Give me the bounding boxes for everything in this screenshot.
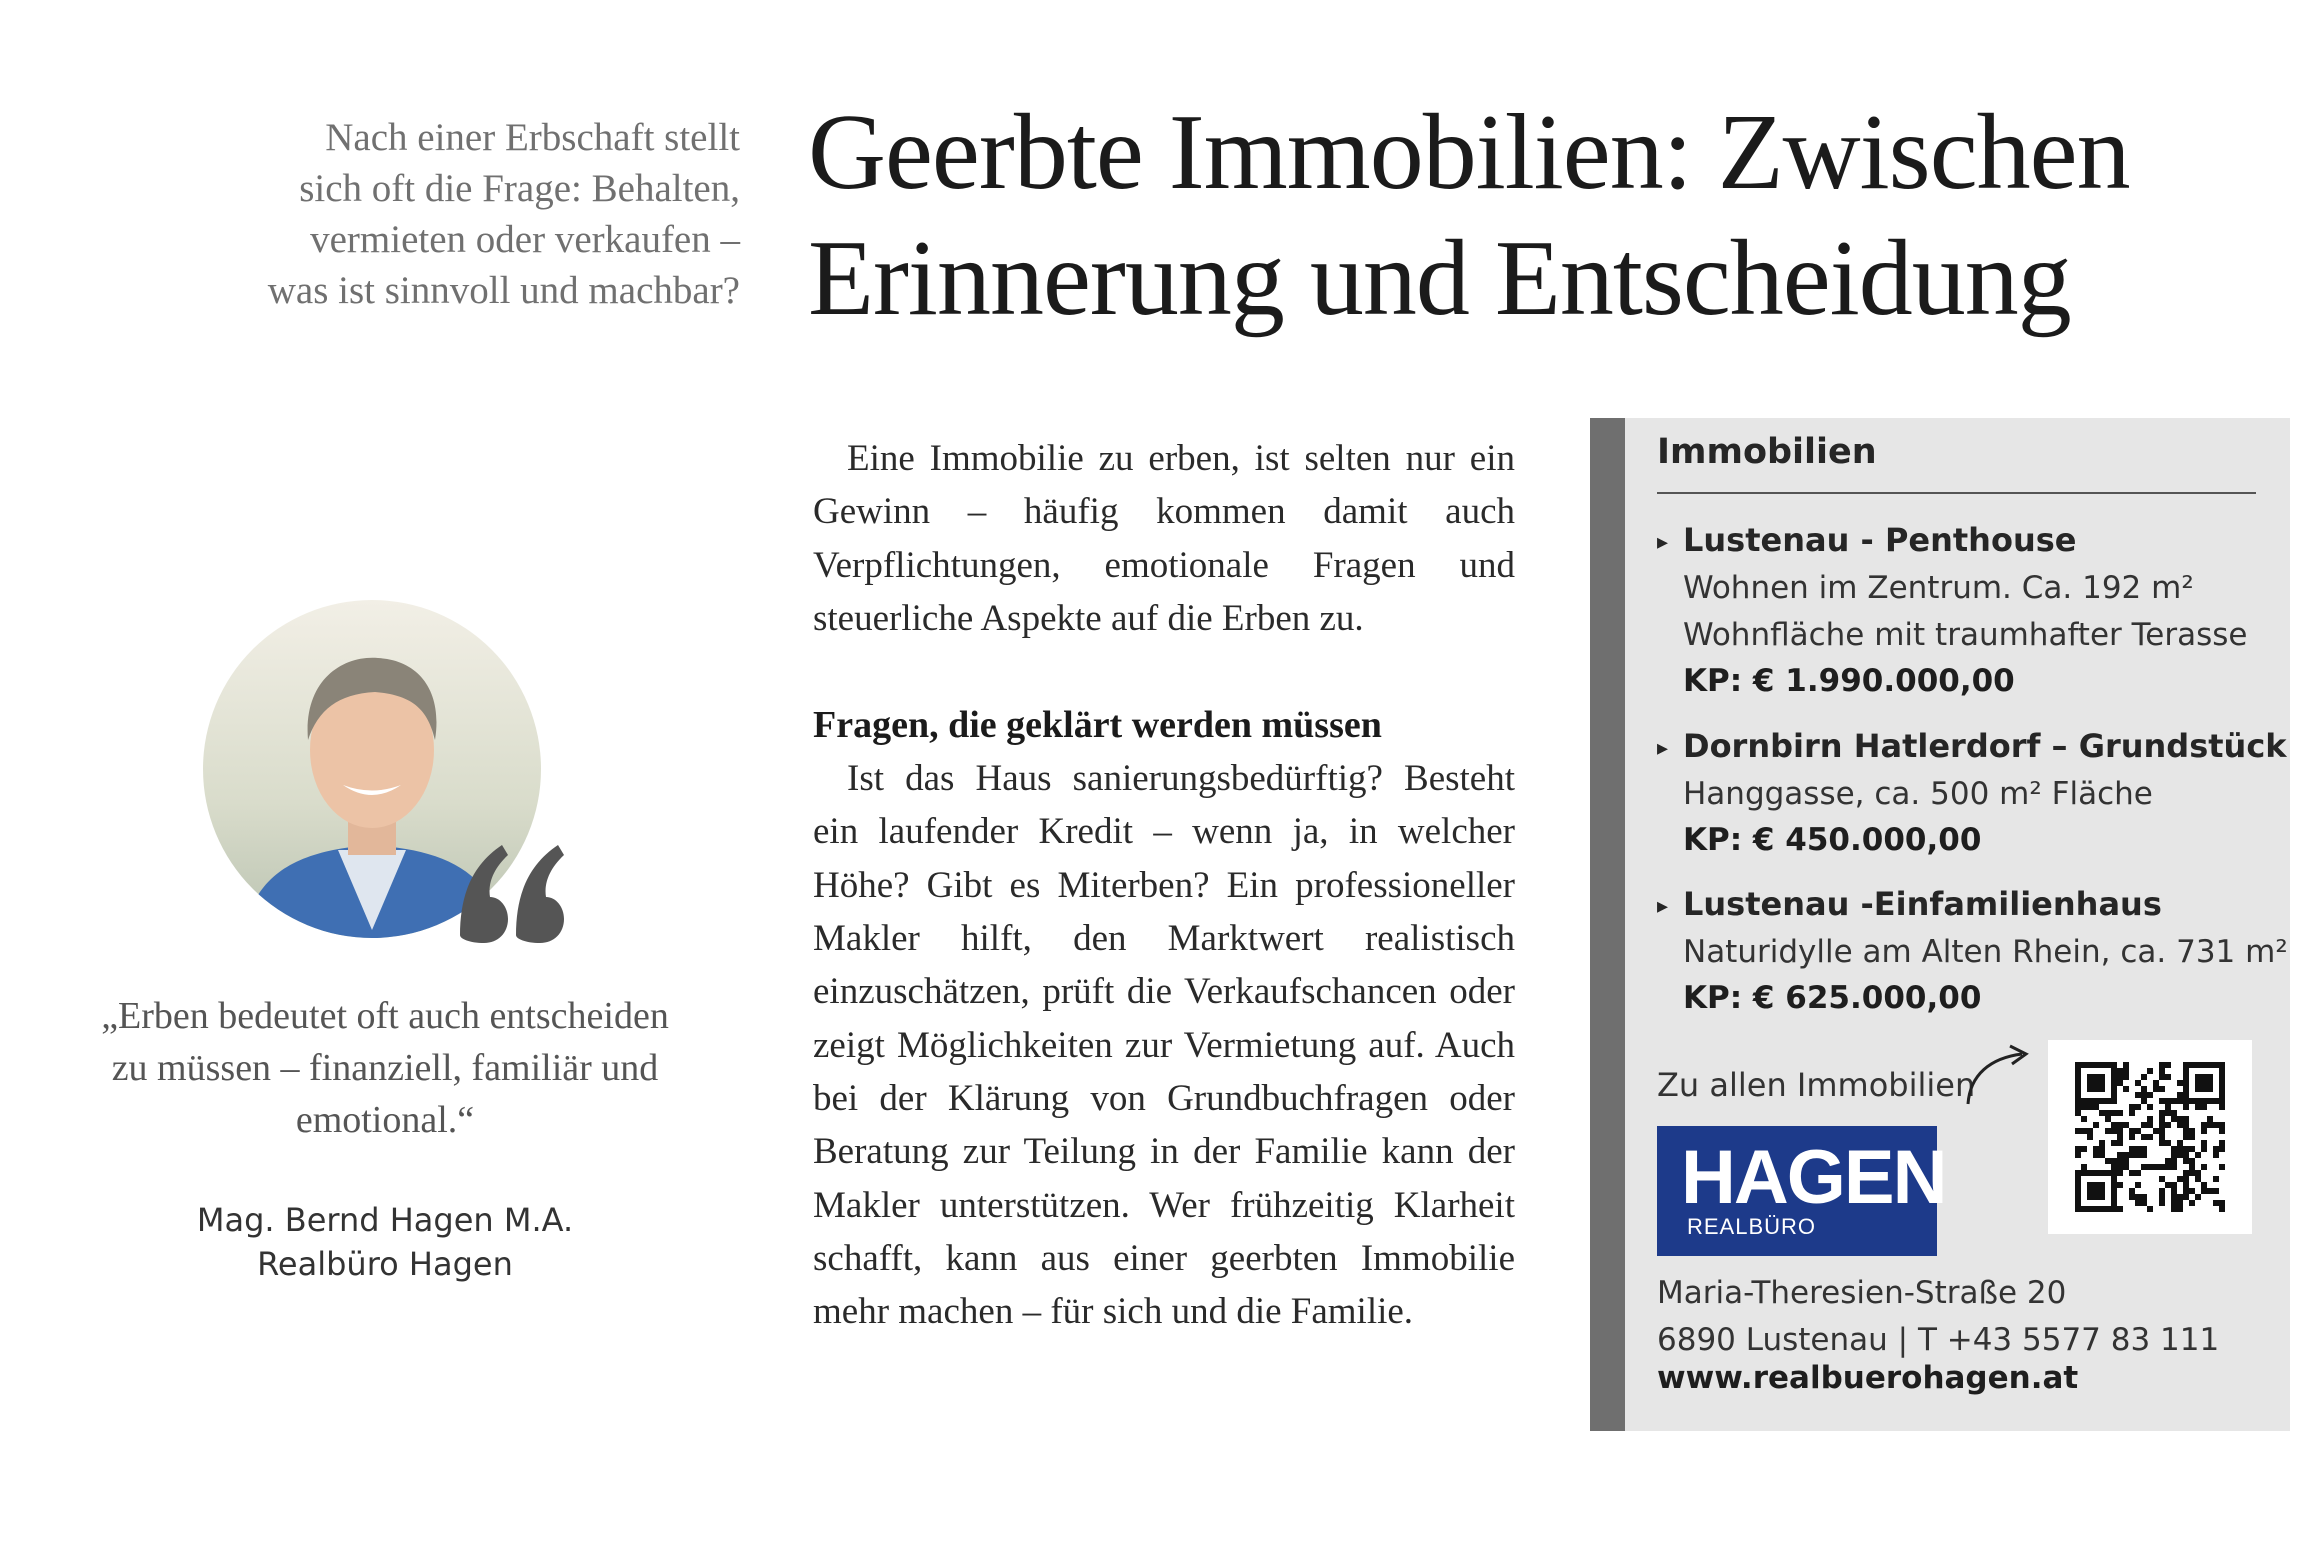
- listings-sidebar: [1590, 418, 2290, 1431]
- triangle-right-icon: ▸: [1657, 894, 1669, 919]
- curved-arrow-icon: [1960, 1040, 2040, 1110]
- listing-price: KP: € 450.000,00: [1683, 822, 1982, 858]
- lead-line: sich oft die Frage: Behalten,: [299, 167, 740, 210]
- section-heading: Fragen, die geklärt werden müssen: [813, 704, 1382, 747]
- address: [1657, 1270, 2219, 1364]
- listing-desc: Naturidylle am Alten Rhein, ca. 731 m²: [1683, 934, 2288, 970]
- logo-subtitle: REALBÜRO: [1687, 1214, 1817, 1239]
- headline-line: Erinnerung und Entscheidung: [808, 219, 2071, 338]
- listing-desc: Hanggasse, ca. 500 m² Fläche: [1683, 776, 2153, 812]
- listing-title: Lustenau - Penthouse: [1683, 521, 2077, 559]
- company-logo[interactable]: [1657, 1126, 1946, 1256]
- lead-line: vermieten oder verkaufen –: [310, 218, 740, 261]
- quote-attribution: [100, 1198, 670, 1286]
- author-name: Mag. Bernd Hagen M.A.: [196, 1201, 574, 1239]
- headline-line: Geerbte Immobilien: Zwischen: [808, 93, 2130, 212]
- author-company: Realbüro Hagen: [257, 1245, 513, 1283]
- headline: [808, 90, 2248, 342]
- triangle-right-icon: ▸: [1657, 736, 1669, 761]
- logo-name: HAGEN: [1681, 1135, 1946, 1220]
- triangle-right-icon: ▸: [1657, 530, 1669, 555]
- lead-line: Nach einer Erbschaft stellt: [325, 116, 740, 159]
- listing-price: KP: € 625.000,00: [1683, 980, 1982, 1016]
- pull-quote: [40, 990, 730, 1146]
- quote-line: „Erben bedeutet oft auch entscheiden: [101, 995, 669, 1037]
- intro-paragraph: Eine Immobilie zu erben, ist selten nur ein Gewinn – häufig kommen damit auch Verpflichtungen, emotionale Fragen und steuerliche Aspekte auf die Erben zu.: [813, 438, 1515, 639]
- quote-line: emotional.“: [295, 1099, 475, 1141]
- sidebar-accent-bar: [1590, 418, 1625, 1431]
- listing-desc: Wohnen im Zentrum. Ca. 192 m²: [1683, 570, 2194, 606]
- quote-line: zu müssen – finanziell, familiär und: [111, 1047, 659, 1089]
- quote-icon: [452, 835, 572, 945]
- lead-line: was ist sinnvoll und machbar?: [267, 269, 740, 312]
- listing-title: Dornbirn Hatlerdorf – Grundstück: [1683, 727, 2287, 765]
- address-line: Maria-Theresien-Straße 20: [1657, 1275, 2067, 1311]
- listing-price: KP: € 1.990.000,00: [1683, 663, 2015, 699]
- sidebar-divider: [1657, 492, 2256, 494]
- listing-title: Lustenau -Einfamilienhaus: [1683, 885, 2162, 923]
- address-line: 6890 Lustenau | T +43 5577 83 111: [1657, 1322, 2220, 1358]
- qr-code[interactable]: [2048, 1040, 2252, 1234]
- qr-code-icon: [2048, 1040, 2252, 1234]
- all-listings-link[interactable]: Zu allen Immobilien: [1657, 1066, 1976, 1104]
- website-link[interactable]: www.realbuerohagen.at: [1657, 1360, 2079, 1396]
- listing-item[interactable]: [1657, 882, 2288, 1020]
- listing-desc: Wohnfläche mit traumhafter Terasse: [1683, 617, 2248, 653]
- lead-text: [160, 112, 740, 316]
- listing-item[interactable]: [1657, 518, 2277, 703]
- section-paragraph: Ist das Haus sanierungsbedürftig? Besteht ein laufender Kredit – wenn ja, in welcher Höhe? Gibt es Miterben? Ein professioneller Makler hilft, den Marktwert realistisch einzuschätzen, prüft die Verkaufschancen oder zeigt Möglichkeiten zur Vermietung auf. Auch bei der Klärung von Grundbuchfragen oder Beratung zur Teilung in der Familie kann der Makler unterstützen. Wer frühzeitig Klarheit schafft, kann aus einer geerbten Immobilie mehr machen – für sich und die Familie.: [813, 758, 1515, 1333]
- article-body: [813, 432, 1515, 1338]
- listing-item[interactable]: [1657, 724, 2287, 862]
- sidebar-title: Immobilien: [1657, 432, 1877, 472]
